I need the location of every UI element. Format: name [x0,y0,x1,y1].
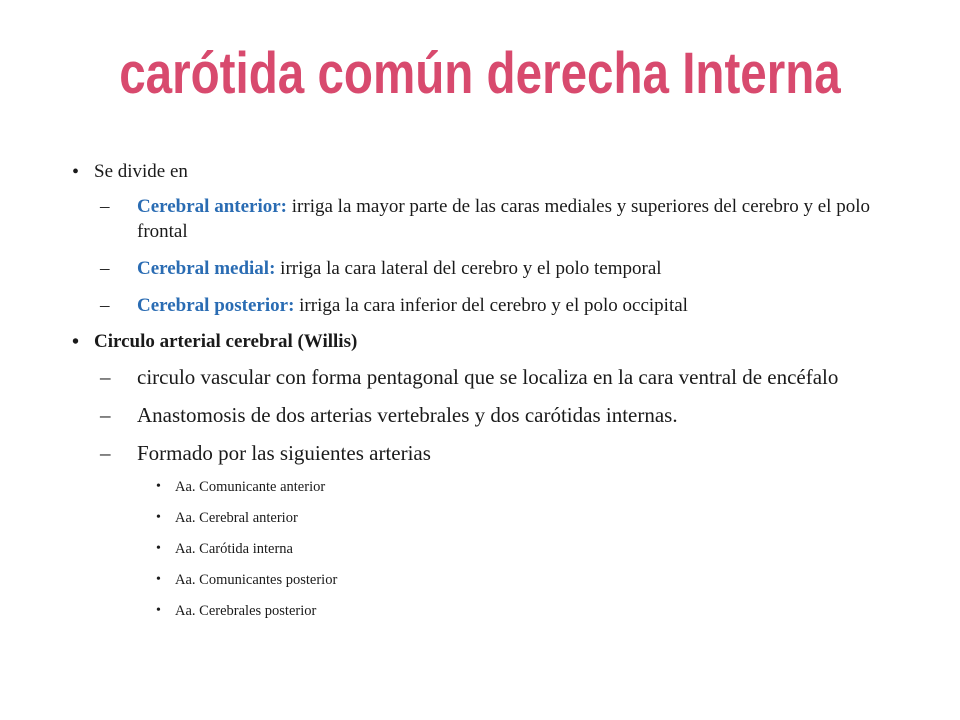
sub-bullet-text: Formado por las siguientes arterias [137,441,431,465]
dash-marker: – [100,295,110,316]
sub-bullet-cerebral-medial [72,256,922,281]
sub-bullet-text: circulo vascular con forma pentagonal que se localiza en la cara ventral de encéfalo [137,365,839,389]
bullet-text: Se divide en [94,161,188,182]
term-label: Cerebral anterior: [137,196,288,217]
term-label: Cerebral posterior: [137,295,295,316]
dash-marker: – [100,403,111,427]
sub-bullet-cerebral-posterior [72,293,922,318]
sub-bullet-text: irriga la cara inferior del cerebro y el polo occipital [294,295,688,316]
sub-bullet-cerebral-anterior [72,194,922,244]
term-label: Cerebral medial: [137,258,276,279]
slide-body [72,160,922,633]
dash-marker: – [100,441,111,465]
list-item-arteria: • Aa. Comunicantes posterior [72,571,922,589]
sub-bullet-circulo-vascular [72,364,922,390]
bullet-text: Circulo arterial cerebral (Willis) [94,331,358,352]
dash-marker: – [100,258,110,279]
bullet-se-divide [72,160,922,184]
sub-bullet-text: irriga la cara lateral del cerebro y el polo temporal [275,258,662,279]
bullet-circulo-willis [72,330,922,354]
sub-bullet-formado [72,440,922,466]
sub-bullet-text: Anastomosis de dos arterias vertebrales y dos carótidas internas. [137,403,678,427]
dash-marker: – [100,365,111,389]
list-item-arteria: • Aa. Carótida interna [72,540,922,558]
slide-title: carótida común derecha Interna [119,41,841,106]
list-item-arteria: • Aa. Cerebrales posterior [72,602,922,620]
sub-bullet-anastomosis [72,402,922,428]
list-item-arteria: • Aa. Cerebral anterior [72,509,922,527]
sub-bullet-text: irriga la mayor parte de las caras mediales y superiores del cerebro y el polo frontal [137,196,870,242]
list-item-arteria: • Aa. Comunicante anterior [72,478,922,496]
dash-marker: – [100,196,110,217]
